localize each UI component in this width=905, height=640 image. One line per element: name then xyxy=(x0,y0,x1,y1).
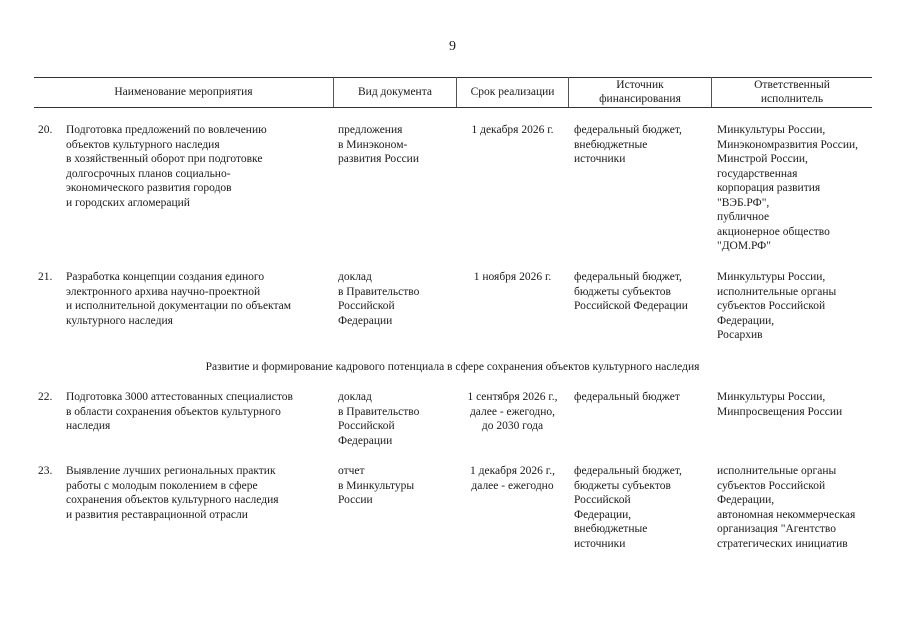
section-heading: Развитие и формирование кадрового потенциала в сфере сохранения объектов культурного наследия xyxy=(205,361,700,373)
row-number: 23. xyxy=(38,465,53,477)
row-name: Выявление лучших региональных практик работы с молодым поколением в сфере сохранения объектов культурного наследия и развития реставрационной отрасли xyxy=(66,465,279,521)
row-number: 22. xyxy=(38,391,53,403)
row-term: 1 декабря 2026 г. xyxy=(471,124,554,136)
row-term: 1 ноября 2026 г. xyxy=(473,271,552,283)
row-document: предложения в Минэконом- развития России xyxy=(338,124,419,165)
row-executor: Минкультуры России, Минэкономразвития России, Минстрой России, государственная корпорация развития "ВЭБ.РФ", публичное акционерное общество "ДОМ.РФ" xyxy=(717,124,859,252)
row-executor: исполнительные органы субъектов Российской Федерации, автономная некоммерческая организация "Агентство стратегических инициатив xyxy=(717,465,856,550)
row-name: Подготовка 3000 аттестованных специалистов в области сохранения объектов культурного наследия xyxy=(66,391,293,432)
header-source: Источник финансирования xyxy=(599,79,681,105)
row-source: федеральный бюджет xyxy=(574,391,680,403)
row-term: 1 декабря 2026 г., далее - ежегодно xyxy=(470,465,555,492)
row-number: 20. xyxy=(38,124,53,136)
row-document: отчет в Минкультуры России xyxy=(338,465,415,506)
row-executor: Минкультуры России, исполнительные органы субъектов Российской Федерации, Росархив xyxy=(717,271,837,341)
row-term: 1 сентября 2026 г., далее - ежегодно, до 2030 года xyxy=(467,391,558,432)
row-name: Подготовка предложений по вовлечению объектов культурного наследия в хозяйственный оборот при подготовке долгосрочных планов социально- экономического развития городов и городских агломераций xyxy=(66,124,267,209)
row-name: Разработка концепции создания единого электронного архива научно-проектной и исполнительной документации по объектам культурного наследия xyxy=(66,271,292,327)
row-source: федеральный бюджет, бюджеты субъектов Российской Федерации, внебюджетные источники xyxy=(574,465,682,550)
table-header-bottom-rule xyxy=(34,107,872,108)
header-name: Наименование мероприятия xyxy=(114,86,253,98)
row-source: федеральный бюджет, бюджеты субъектов Российской Федерации xyxy=(574,271,688,312)
row-number: 21. xyxy=(38,271,53,283)
page-number: 9 xyxy=(449,39,456,54)
header-document: Вид документа xyxy=(358,86,432,98)
row-source: федеральный бюджет, внебюджетные источники xyxy=(574,124,682,165)
row-document: доклад в Правительство Российской Федерации xyxy=(338,391,420,447)
header-term: Срок реализации xyxy=(470,86,555,98)
row-executor: Минкультуры России, Минпросвещения России xyxy=(717,391,843,418)
table-top-rule xyxy=(34,77,872,78)
header-executor: Ответственный исполнитель xyxy=(754,79,830,105)
row-document: доклад в Правительство Российской Федерации xyxy=(338,271,420,327)
